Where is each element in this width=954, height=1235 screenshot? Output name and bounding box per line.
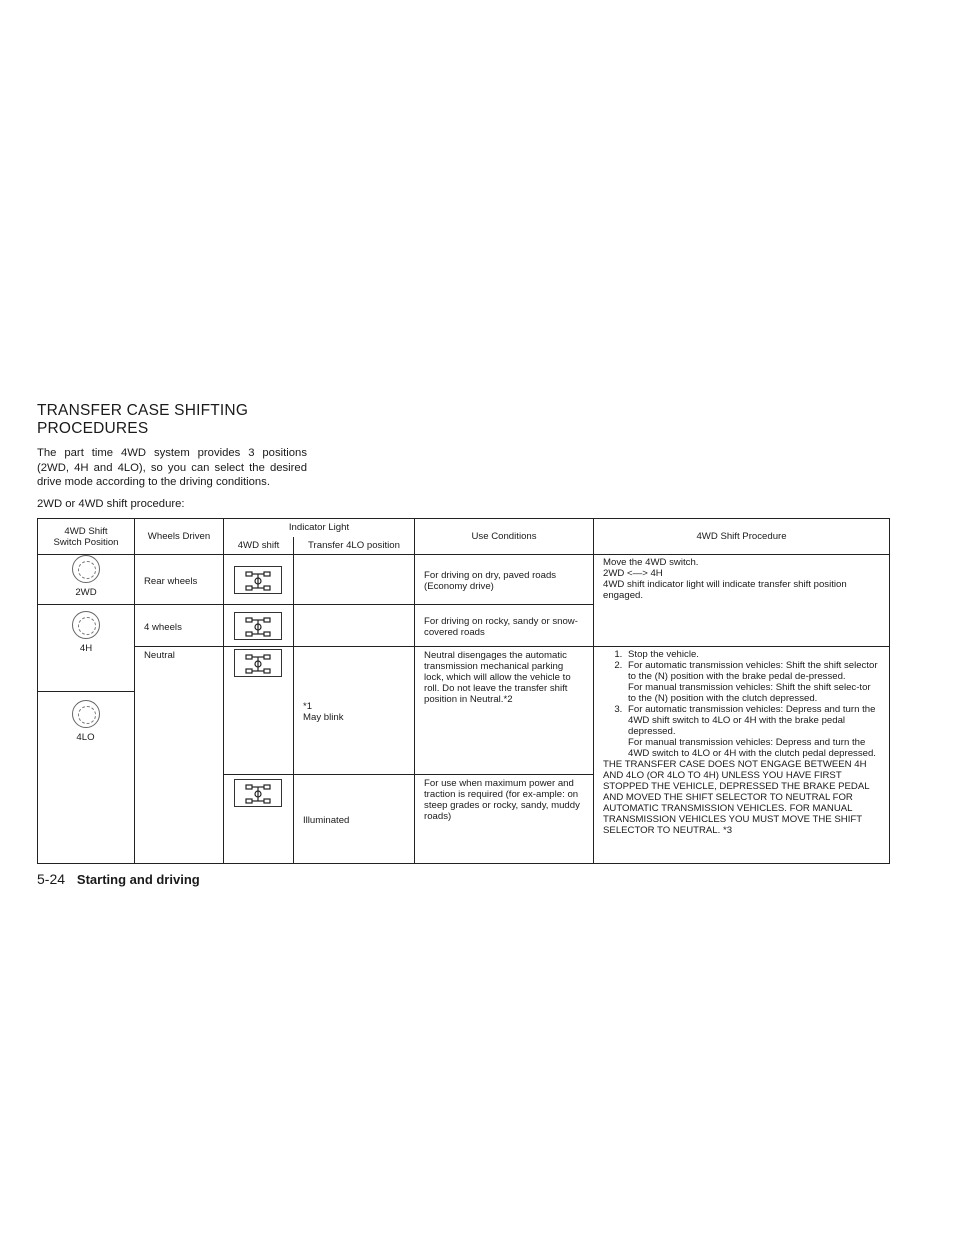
procedure-top-line1: Move the 4WD switch. (603, 557, 699, 568)
wheels-4h: 4 wheels (144, 621, 182, 633)
procedure-step-2 (625, 660, 881, 704)
4wd-drivetrain-icon (234, 566, 282, 594)
rotary-switch-icon (72, 555, 100, 583)
4wd-drivetrain-icon (234, 779, 282, 807)
use-condition-neutral: Neutral disengages the automatic transmission mechanical parking lock, which will allow the vehicle to roll. Do not leave the transfer shift position in Neutral.*2 (424, 650, 571, 705)
header-procedure: 4WD Shift Procedure (594, 519, 890, 555)
header-4wd-shift: 4WD shift (224, 537, 294, 555)
procedure-top-line2: 2WD <—> 4H (603, 568, 663, 579)
transfer-illuminated: Illuminated (303, 815, 350, 826)
switch-4lo-cell (37, 691, 134, 863)
procedure-warning: THE TRANSFER CASE DOES NOT ENGAGE BETWEEN 4H AND 4LO (OR 4LO TO 4H) UNLESS YOU HAVE FIRST STOPPED THE VEHICLE, DEPRESSED THE BRAKE PEDAL AND MOVED THE SHIFT SELECTOR TO NEUTRAL FOR AUTOMATIC TRANSMISSION VEHICLES. FOR MANUAL TRANSMISSION VEHICLES YOU MUST MOVE THE SHIFT SELECTOR TO NEUTRAL. *3 (603, 759, 870, 836)
procedure-step-2-auto: For automatic transmission vehicles: Shift the shift selector to the (N) position with the brake pedal de-pressed. (628, 660, 878, 682)
chapter-title: Starting and driving (76, 872, 200, 887)
procedure-step-3-auto: For automatic transmission vehicles: Depress and turn the 4WD shift switch to 4LO or 4H with the brake pedal depressed. (628, 704, 876, 737)
switch-label-4h: 4H (79, 643, 93, 654)
header-switch-line2: Switch Position (53, 536, 119, 548)
use-condition-4h: For driving on rocky, sandy or snow-covered roads (424, 616, 578, 638)
procedure-step-3-manual: For manual transmission vehicles: Depress and turn the 4WD switch to 4LO or 4H with the clutch pedal depressed. (628, 737, 876, 759)
page-footer (37, 871, 200, 887)
switch-2wd-cell (38, 555, 135, 605)
wheels-neutral: Neutral (144, 650, 175, 661)
intro-paragraph: The part time 4WD system provides 3 positions (2WD, 4H and 4LO), so you can select the desired drive mode according to the driving conditions. (37, 447, 307, 489)
shift-procedure-table (37, 518, 890, 864)
wheels-rear: Rear wheels (144, 575, 198, 587)
procedure-4lo-cell (594, 647, 890, 864)
use-condition-4lo: For use when maximum power and traction is required (for ex-ample: on steep grades or rocky, sandy, muddy roads) (424, 778, 580, 822)
procedure-step-1: 1. Stop the vehicle. (625, 649, 881, 660)
rotary-switch-icon (72, 611, 100, 639)
4wd-drivetrain-icon (234, 612, 282, 640)
procedure-top-line3: 4WD shift indicator light will indicate transfer shift position engaged. (603, 579, 847, 601)
header-switch-position (38, 519, 135, 555)
procedure-step-3 (625, 704, 881, 759)
subheading: 2WD or 4WD shift procedure: (37, 498, 185, 510)
procedure-2wd-4h-cell (594, 555, 890, 647)
transfer-neutral-line2: May blink (303, 712, 344, 723)
transfer-neutral-line1: *1 (303, 701, 313, 712)
section-title (37, 402, 337, 438)
procedure-steps (603, 649, 881, 759)
use-condition-2wd: For driving on dry, paved roads (Economy drive) (424, 570, 557, 592)
page-number: 5-24 (37, 871, 66, 887)
switch-label-4lo: 4LO (76, 732, 95, 743)
section-title-line1: TRANSFER CASE SHIFTING (37, 402, 249, 419)
rotary-switch-icon (72, 700, 100, 728)
switch-label-2wd: 2WD (75, 587, 97, 598)
header-transfer-4lo: Transfer 4LO position (294, 537, 415, 555)
header-indicator-light: Indicator Light (224, 519, 415, 537)
procedure-step-2-manual: For manual transmission vehicles: Shift the shift selec-tor to the (N) position with the clutch depressed. (628, 682, 871, 704)
header-use-conditions: Use Conditions (415, 519, 594, 555)
4wd-drivetrain-icon (234, 649, 282, 677)
header-wheels-driven: Wheels Driven (135, 519, 224, 555)
header-switch-line1: 4WD Shift (64, 525, 108, 537)
section-title-line2: PROCEDURES (37, 420, 149, 437)
